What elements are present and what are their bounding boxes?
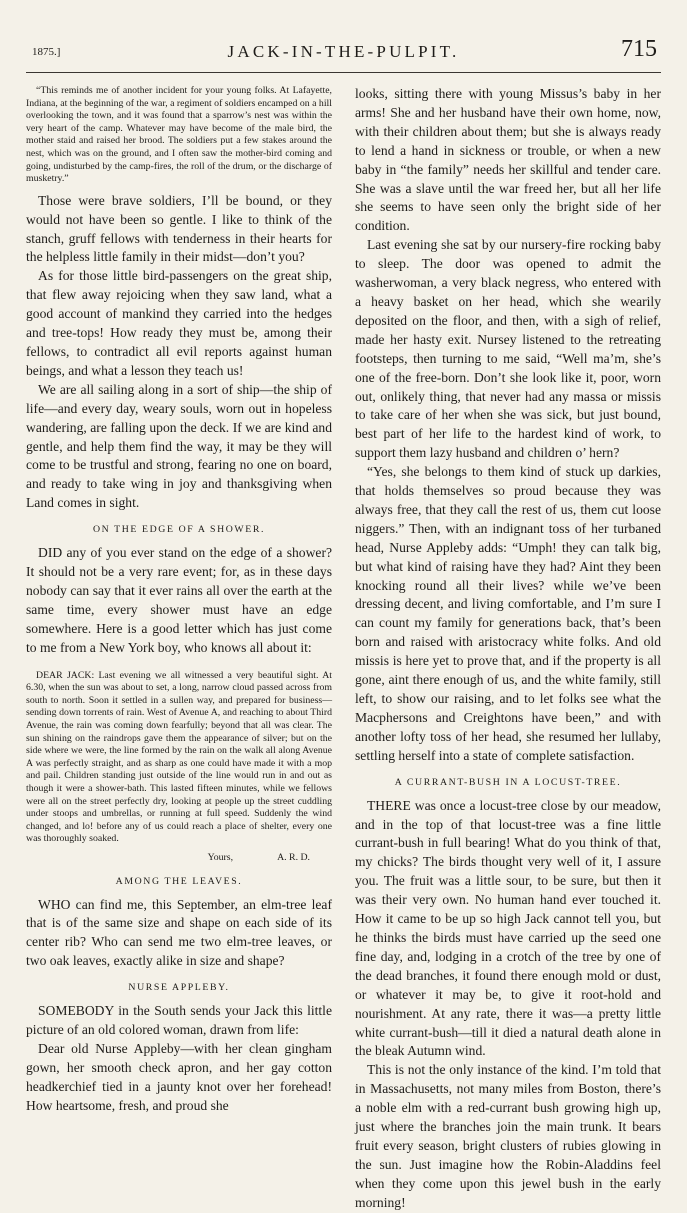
section-heading-nurse: NURSE APPLEBY. xyxy=(128,982,230,994)
body-paragraph: As for those little bird-passengers on the great ship, that flew away rejoicing when they saw land, what a good account of mankind they carried into the hedges and tree-tops! How ready they must be, among their fellows, to contradict all evil reports against human beings, and what a lesson they teach us! xyxy=(26,268,332,378)
letter-text: DEAR JACK: Last evening we all witnessed a very beautiful sight. At 6.30, when the sun was about to set, a long, narrow cloud passed across from south to north. Soon it settled in a sullen way, and prepared for business—sending down torrents of rain. West of Avenue A, and reaching to about Third Avenue, the rain was coming down fearfully; beyond that all was clear. The sun shining on the raindrops gave them the appearance of silver; but on the side where we were, the line formed by the rain on the walk all along Avenue A was perfectly straight, and as sharp as one could have made it with a mop and pail. Children standing just outside of the line would run in and out as though it were a shower-bath. This lasted fifteen minutes, while we fellows were all on the street perfectly dry, looking at people up the street cuddling under stoops and umbrellas, or running at full speed. Suddenly the wind changed, and lo! before any of us could reach a place of shelter, every one was thoroughly soaked. xyxy=(26,669,332,845)
left-column xyxy=(26,85,332,1213)
body-paragraph: This is not the only instance of the kind. I’m told that in Massachusetts, not many miles from Boston, there’s a noble elm with a red-currant bush growing high up, just where the branches join the main trunk. It bears fruit every season, bright clusters of rubies glowing in the sun. Just imagine how the Robin-Aladdins feel when they come upon this jewel bush in the early morning! xyxy=(355,1062,661,1210)
soldiers-quote: “This reminds me of another incident for your young folks. At Lafayette, Indiana, at the beginning of the war, a regiment of soldiers encamped on a hill overlooking the town, and it was found that a sparrow’s nest was within the very heart of the camp. Whatever may have become of the male bird, the mother staid and raised her brood. The soldiers put a few stakes around the nest, which was on the ground, and I often saw the mother-bird coming and going, undisturbed by the camp-fires, the roll of the drum, or the discharge of musketry.” xyxy=(26,85,332,185)
body-paragraph: “Yes, she belongs to them kind of stuck up darkies, that holds themselves so proud because they was always free, that they call the rest of us, them cut loose niggers.” Then, with an indignant toss of her turbaned head, Nurse Appleby adds: “Umph! they can talk big, but what kind of raising have they had? Aint they been knocking round all their lives? while we’ve been dressing decent, and living comfortable, and I’m sure I can count my family for generations back, that’s been born and raised with aristocracy white folks. And old missis is here yet to prove that, and if the property is all gone, aint there enough of us, and the white family, still left, to show our raising, and to let folks see what the Macphersons and Creightons have been,” and with another lofty toss of her head, she resumed her lullaby, settling herself into a state of complete satisfaction. xyxy=(355,464,661,763)
body-paragraph: looks, sitting there with young Missus’s baby in her arms! She and her husband have their own home, now, with their children about them; but she is always ready to lend a hand in sickness or trouble, or when a new baby in “the family” needs her skillful and tender care. She was a slave until the war freed her, but all her life she seems to have seen only the bright side of her condition. xyxy=(355,86,661,234)
signature-initials: A. R. D. xyxy=(277,851,310,863)
page-number: 715 xyxy=(621,36,657,62)
body-paragraph: Dear old Nurse Appleby—with her clean gingham gown, her smooth check apron, and her gay cotton headkerchief tied in a jaunty knot over her forehead! How heartsome, fresh, and proud she xyxy=(26,1040,332,1113)
right-column xyxy=(355,85,661,1213)
body-paragraph: Those were brave soldiers, I’ll be bound, or they would not have been so gentle. I like to think of the stanch, gruff fellows with tenderness in their hearts for the helpless little family in their midst—don’t you? xyxy=(26,192,332,265)
two-column-body xyxy=(26,85,661,1213)
signature-yours: Yours, xyxy=(207,851,234,863)
running-header xyxy=(26,32,661,73)
body-paragraph: Last evening she sat by our nursery-fire rocking baby to sleep. The door was opened to admit the washerwoman, a very black negress, who entered with a heavy basket on her head, which she wearily deposited on the floor, and then, with a sigh of relief, made her hasty exit. Nursey listened to the retreating footsteps, then turning to me said, “Well ma’m, she’s one of the free-born. Don’t she look like it, poor, worn out, onlikely thing, that never had any massa or missis to take care of her when she was sick, but just bound, best part of her life to the hardest kind of work, to support them lazy husband and children o’ hern? xyxy=(355,237,661,461)
body-paragraph: We are all sailing along in a sort of ship—the ship of life—and every day, weary souls, worn out in hopeless wandering, are falling upon the deck. If we are kind and gentle, and help them find the way, it may be they will come to be trustful and strong, fearing no one on board, and ready to take wing in joy and thanksgiving when Land comes in sight. xyxy=(26,381,332,511)
body-paragraph: SOMEBODY in the South sends your Jack this little picture of an old colored woman, drawn from life: xyxy=(26,1003,332,1038)
header-year: 1875.] xyxy=(32,46,61,58)
body-paragraph: WHO can find me, this September, an elm-tree leaf that is of the same size and shape on each side of its center rib? Who can send me two elm-tree leaves, or two oak leaves, exactly alike in size and shape? xyxy=(26,896,332,969)
section-heading-shower: ON THE EDGE OF A SHOWER. xyxy=(92,524,266,536)
section-heading-leaves: AMONG THE LEAVES. xyxy=(115,875,243,887)
body-paragraph: DID any of you ever stand on the edge of a shower? It should not be a very rare event; for, as in these days nobody can say that it ever rains all over the earth at the same time, every shower must have an edge somewhere. Here is a good letter which has just come to me from a New York boy, who knows all about it: xyxy=(26,545,332,655)
letter-signature xyxy=(26,852,332,865)
section-heading-currant: A CURRANT-BUSH IN A LOCUST-TREE. xyxy=(394,776,622,788)
body-paragraph: THERE was once a locust-tree close by our meadow, and in the top of that locust-tree was a fine little currant-bush in full bearing! What do you think of that, my chicks? The birds thought very well of it, I assure you. The fruit was a little sour, to be sure, but then it was their very own. No human hand ever touched it. How it came to be up so high Jack cannot tell you, but he thinks the birds must have carried up the seed one fine day, and, lodging in a crotch of the tree by one of the dead branches, it found there enough mold or dust, or whatever it may be, to give it root-hold and nourishment. At any rate, there it was—a pretty little white currant-bush—till it died a natural death alone in the bleak Autumn wind. xyxy=(355,797,661,1059)
header-title: JACK-IN-THE-PULPIT. xyxy=(227,42,460,61)
